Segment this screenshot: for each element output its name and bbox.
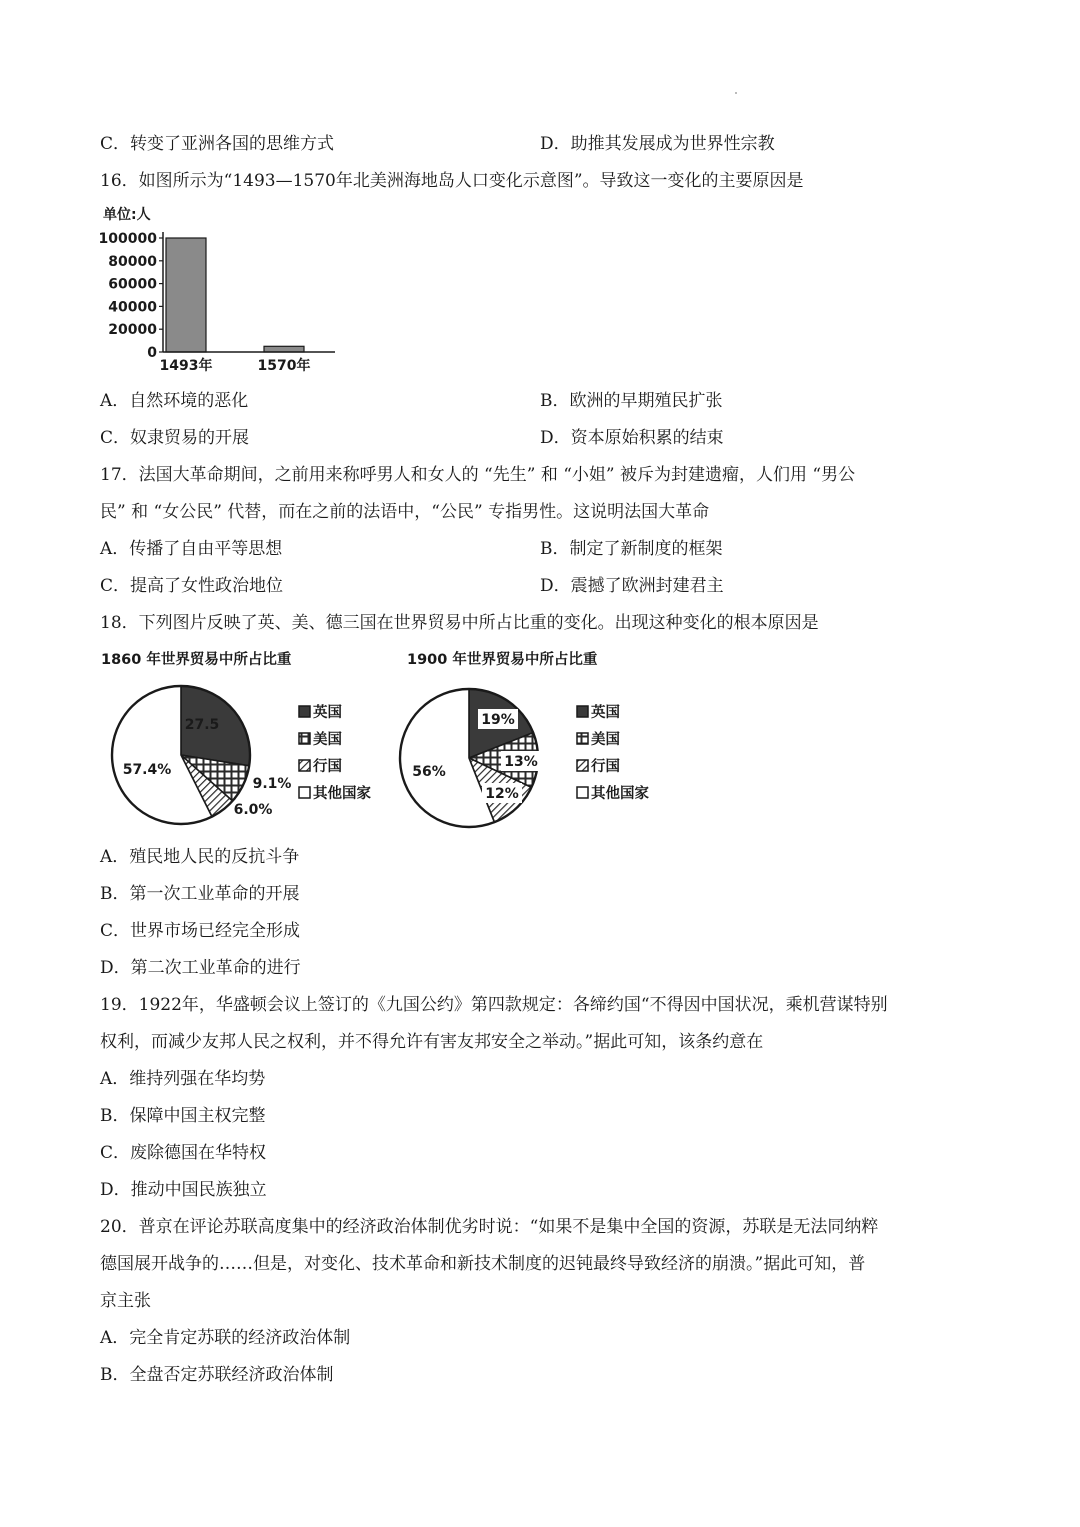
q16-option-a: A．自然环境的恶化 — [100, 391, 249, 411]
pie1900-legend-label: 美国 — [591, 732, 620, 748]
pie1900-legend-swatch — [577, 706, 588, 717]
pie1860-legend-label: 英国 — [313, 705, 342, 721]
q20-stem-line2: 德国展开战争的……但是，对变化、技术革命和新技术制度的迟钝最终导致经济的崩溃。”据此可知，普 — [100, 1254, 866, 1274]
bar-y-tick-label: 40000 — [108, 299, 157, 316]
pie1900-value-label: 19% — [481, 712, 515, 728]
pie1900-value-label: 13% — [504, 754, 538, 770]
q19-stem-line2: 权利，而减少友邦人民之权利，并不得允许有害友邦安全之举动。”据此可知，该条约意在 — [100, 1032, 764, 1052]
q17-stem-line2: 民” 和 “女公民” 代替，而在之前的法语中，“公民” 专指男性。这说明法国大革命 — [100, 502, 710, 522]
q19-stem-line1: 19．1922年，华盛顿会议上签订的《九国公约》第四款规定：各缔约国“不得因中国状况，乘机营谋特别 — [100, 995, 888, 1015]
bar-y-tick-label: 100000 — [98, 231, 157, 247]
q19-option-b: B．保障中国主权完整 — [100, 1106, 266, 1126]
pie1900-legend-swatch — [577, 787, 588, 798]
pie1860-legend-swatch — [299, 787, 310, 798]
pie1860-legend-label: 行国 — [313, 759, 342, 775]
q16-option-b: B．欧洲的早期殖民扩张 — [540, 391, 723, 411]
q17-option-c: C．提高了女性政治地位 — [100, 576, 284, 596]
q18-option-a: A．殖民地人民的反抗斗争 — [100, 847, 300, 867]
pie1860-legend-swatch — [299, 706, 310, 717]
q16-stem: 16．如图所示为“1493—1570年北美洲海地岛人口变化示意图”。导致这一变化的主要原因是 — [100, 171, 804, 191]
pie1860-value-label: 57.4% — [122, 762, 172, 778]
q15-option-c: C．转变了亚洲各国的思维方式 — [100, 134, 335, 154]
pie1900-value-label: 12% — [485, 786, 519, 802]
pie1860-legend-swatch — [299, 733, 310, 744]
q18-option-d: D．第二次工业革命的进行 — [100, 958, 301, 978]
pie1860-value-label: 27.5 — [184, 717, 220, 733]
pie1860-value-label: 9.1% — [252, 776, 292, 792]
q20-stem-line3: 京主张 — [100, 1291, 151, 1311]
q20-stem-line1: 20．普京在评论苏联高度集中的经济政治体制优劣时说：“如果不是集中全国的资源，苏联是无法同纳粹 — [100, 1217, 879, 1237]
pie1900-title: 1900 年世界贸易中所占比重 — [407, 652, 598, 668]
bar-y-tick-label: 80000 — [108, 253, 157, 270]
q17-option-d: D．震撼了欧洲封建君主 — [540, 576, 724, 596]
q20-option-a: A．完全肯定苏联的经济政治体制 — [100, 1328, 351, 1348]
q18-option-c: C．世界市场已经完全形成 — [100, 921, 301, 941]
pie1900-legend-swatch — [577, 760, 588, 771]
bar-y-tick-label: 20000 — [108, 322, 157, 339]
pie1900-legend-swatch — [577, 733, 588, 744]
pie1860-value-label: 6.0% — [233, 802, 273, 818]
bar-x-label: 1493年 — [159, 358, 213, 374]
scan-speck — [735, 92, 737, 94]
bar-1493年 — [166, 238, 206, 352]
q19-option-c: C．废除德国在华特权 — [100, 1143, 267, 1163]
trade-share-pie-charts — [95, 642, 675, 837]
q15-option-d: D．助推其发展成为世界性宗教 — [540, 134, 775, 154]
q18-option-b: B．第一次工业革命的开展 — [100, 884, 300, 904]
pie1900-value-label: 56% — [412, 764, 446, 780]
q19-option-a: A．维持列强在华均势 — [100, 1069, 266, 1089]
q16-option-c: C．奴隶贸易的开展 — [100, 428, 250, 448]
pie1860-legend-label: 其他国家 — [313, 786, 371, 802]
q17-option-a: A．传播了自由平等思想 — [100, 539, 283, 559]
bar-1570年 — [264, 346, 304, 352]
q17-option-b: B．制定了新制度的框架 — [540, 539, 723, 559]
pie1900-legend-label: 其他国家 — [591, 786, 649, 802]
q16-option-d: D．资本原始积累的结束 — [540, 428, 724, 448]
q20-option-b: B．全盘否定苏联经济政治体制 — [100, 1365, 334, 1385]
bar-y-tick-label: 60000 — [108, 276, 157, 293]
population-bar-chart — [95, 198, 355, 378]
pie1860-legend-swatch — [299, 760, 310, 771]
pie1860-legend-label: 美国 — [313, 732, 342, 748]
pie1860-title: 1860 年世界贸易中所占比重 — [101, 652, 292, 668]
q19-option-d: D．推动中国民族独立 — [100, 1180, 267, 1200]
q17-stem-line1: 17．法国大革命期间，之前用来称呼男人和女人的 “先生” 和 “小姐” 被斥为封建遗瘤，人们用 “男公 — [100, 465, 856, 485]
q18-stem: 18．下列图片反映了英、美、德三国在世界贸易中所占比重的变化。出现这种变化的根本原因是 — [100, 613, 819, 633]
pie1900-legend-label: 英国 — [591, 705, 620, 721]
pie1900-legend-label: 行国 — [591, 759, 620, 775]
bar-x-label: 1570年 — [257, 358, 311, 374]
bar-y-tick-label: 0 — [147, 345, 157, 361]
bar-unit-label: 单位:人 — [103, 207, 151, 223]
